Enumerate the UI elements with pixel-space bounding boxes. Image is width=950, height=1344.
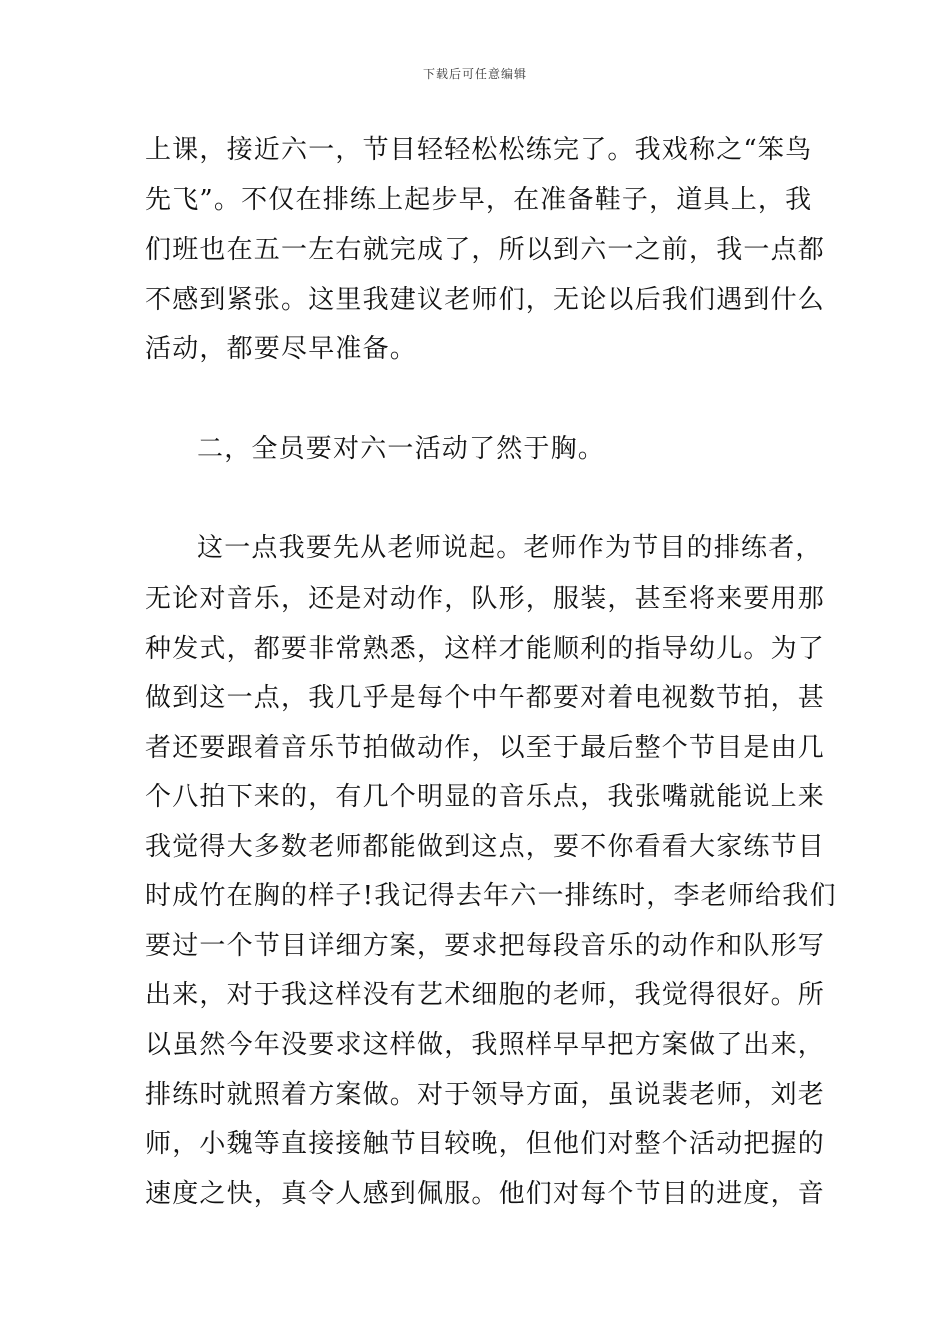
body-line: 我觉得大多数老师都能做到这点，要不你看看大家练节目 bbox=[145, 832, 826, 862]
body-line: 排练时就照着方案做。对于领导方面，虽说裴老师，刘老 bbox=[145, 1080, 826, 1110]
body-line: 个八拍下来的，有几个明显的音乐点，我张嘴就能说上来 bbox=[145, 782, 826, 812]
header-note: 下载后可任意编辑 bbox=[422, 67, 527, 81]
body-line: 者还要跟着音乐节拍做动作，以至于最后整个节目是由几 bbox=[145, 733, 826, 763]
section-heading: 二，全员要对六一活动了然于胸。 bbox=[197, 434, 606, 464]
body-line: 不感到紧张。这里我建议老师们，无论以后我们遇到什么 bbox=[145, 285, 826, 315]
body-line: 时成竹在胸的样子!我记得去年六一排练时，李老师给我们 bbox=[145, 881, 837, 911]
body-line: 要过一个节目详细方案，要求把每段音乐的动作和队形写 bbox=[145, 931, 826, 961]
body-line: 无论对音乐，还是对动作，队形，服装，甚至将来要用那 bbox=[145, 584, 826, 614]
body-line: 这一点我要先从老师说起。老师作为节目的排练者， bbox=[197, 533, 823, 563]
body-line: 师，小魏等直接接触节目较晚，但他们对整个活动把握的 bbox=[145, 1129, 826, 1159]
body-line: 速度之快，真令人感到佩服。他们对每个节目的进度，音 bbox=[145, 1179, 826, 1209]
body-line: 上课，接近六一，节目轻轻松松练完了。我戏称之“笨鸟 bbox=[145, 135, 813, 165]
body-line: 先飞”。不仅在排练上起步早，在准备鞋子，道具上，我 bbox=[145, 185, 813, 215]
body-line: 活动，都要尽早准备。 bbox=[145, 334, 418, 364]
body-line: 出来，对于我这样没有艺术细胞的老师，我觉得很好。所 bbox=[145, 980, 826, 1010]
body-line: 们班也在五一左右就完成了，所以到六一之前，我一点都 bbox=[145, 235, 826, 265]
body-line: 做到这一点，我几乎是每个中午都要对着电视数节拍，甚 bbox=[145, 683, 826, 713]
body-line: 以虽然今年没要求这样做，我照样早早把方案做了出来， bbox=[145, 1030, 826, 1060]
body-line: 种发式，都要非常熟悉，这样才能顺利的指导幼儿。为了 bbox=[145, 634, 826, 664]
